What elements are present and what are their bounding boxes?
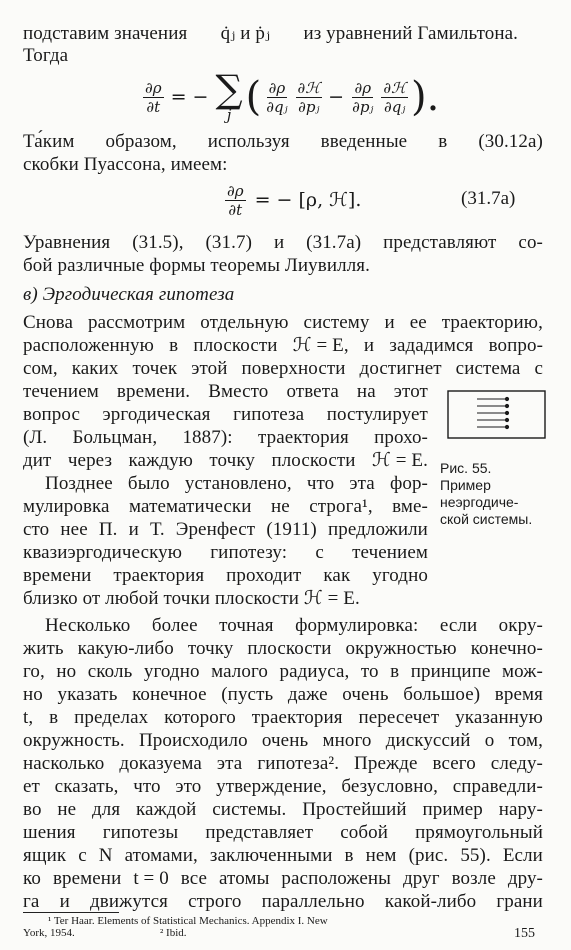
word: П. (98, 519, 118, 540)
word: установлено, (184, 473, 292, 494)
word: (31.7) (205, 232, 253, 253)
word: атомами, (124, 845, 198, 866)
word: Вместо (208, 381, 269, 402)
fraction (381, 79, 408, 116)
word: что (306, 473, 335, 494)
word: Происходило (138, 730, 248, 751)
word: представляют (383, 232, 497, 253)
word: каждую (128, 450, 193, 471)
word: окружность. (23, 730, 125, 751)
word: и (59, 891, 70, 912)
text-line: скобки Пуассона, имеем: (23, 154, 228, 175)
denominator: ∂qⱼ (266, 97, 288, 116)
fraction (296, 79, 323, 116)
figure-caption-line: ской системы. (440, 511, 533, 527)
word: возле (451, 868, 496, 889)
word: заключенными (209, 845, 333, 866)
text-line (45, 472, 428, 496)
text-line (45, 614, 543, 638)
word: если (439, 615, 478, 636)
word: этот (393, 381, 428, 402)
word: ящик (23, 845, 67, 866)
word: атомы (219, 868, 270, 889)
numerator: ∂ℋ (297, 78, 321, 97)
paren-open: ( (245, 74, 262, 120)
text-line (23, 775, 543, 799)
word: га (23, 891, 40, 912)
word: насколько (23, 753, 105, 774)
word: времени. (116, 381, 191, 402)
text-line (23, 752, 543, 776)
text-line (23, 706, 543, 730)
word: Несколько (45, 615, 131, 636)
word: со- (518, 232, 543, 253)
word: (Л. (23, 427, 48, 448)
text-line (23, 231, 543, 255)
word: радиуса, (279, 661, 350, 682)
word: плоскости (247, 638, 332, 659)
word: друг (403, 868, 440, 889)
text-line (23, 660, 543, 684)
word: движутся (90, 891, 168, 912)
word: Прежде (354, 753, 418, 774)
word: этой (191, 358, 228, 379)
text-line: Тогда (23, 45, 69, 66)
word: времени (52, 868, 122, 889)
word: грани (496, 891, 543, 912)
word: каждой (136, 799, 197, 820)
operator: − (328, 86, 345, 108)
word: очень (261, 730, 309, 751)
text-line (23, 334, 543, 358)
word: вопрос (23, 404, 81, 425)
word: траектория (251, 707, 343, 728)
word: для (91, 799, 121, 820)
word: ответа (286, 381, 339, 402)
word: 55). (460, 845, 491, 866)
word: эта (216, 753, 243, 774)
word: Т. (150, 519, 165, 540)
text-line (23, 683, 543, 707)
word: более (151, 615, 198, 636)
word: время (494, 684, 543, 705)
word: следу- (490, 753, 543, 774)
word: течением (352, 542, 428, 563)
word: введенные (320, 131, 408, 152)
word: конечное (132, 684, 207, 705)
word: справедли- (452, 776, 543, 797)
figure-55-box (447, 390, 546, 439)
word: плоскости (271, 450, 356, 471)
word: это (175, 776, 202, 797)
text-line (23, 426, 428, 450)
word: прямоугольный (415, 822, 543, 843)
word: плоскости (193, 335, 278, 356)
denominator: ∂t (146, 97, 161, 116)
word: система (455, 358, 521, 379)
word: ее (409, 312, 427, 333)
denominator: ∂t (228, 200, 243, 219)
word: траектория (113, 565, 205, 586)
word: поверхности (241, 358, 346, 379)
word: траекторию, (441, 312, 543, 333)
word: Эренфест (175, 519, 256, 540)
word: много (322, 730, 372, 751)
word: в (390, 661, 400, 682)
word: и (363, 335, 375, 356)
word: постулирует (326, 404, 428, 425)
word: точек (132, 358, 178, 379)
word: фор- (389, 473, 428, 494)
word: расположены (281, 868, 392, 889)
word: (31.7а) (306, 232, 362, 253)
word: но (23, 684, 43, 705)
word: гипотезу: (210, 542, 288, 563)
word: принципе (410, 661, 491, 682)
word: Снова (23, 312, 73, 333)
word: системы. (212, 799, 287, 820)
word: сом, (23, 358, 58, 379)
word: было (127, 473, 170, 494)
word: указанную (455, 707, 543, 728)
text-line (23, 637, 543, 661)
word: Позднее (45, 473, 113, 494)
word: q̇ⱼ и ṗⱼ (220, 23, 271, 44)
word: том, (508, 730, 543, 751)
text-line (23, 311, 543, 335)
word: даже (287, 684, 328, 705)
text-line (23, 449, 428, 473)
word: утверждение, (216, 776, 327, 797)
text-line: близко от любой точки плоскости ℋ = E. (23, 588, 360, 609)
text-line (23, 890, 543, 914)
word: t = 0 (133, 868, 169, 889)
word: ℋ = E. (371, 450, 428, 471)
word: дру- (507, 868, 543, 889)
word: ко (23, 868, 41, 889)
word: (31.5), (132, 232, 184, 253)
fraction (264, 79, 289, 116)
text-line (23, 357, 543, 381)
text-line (23, 798, 543, 822)
word: систему (303, 312, 370, 333)
word: математически (129, 496, 252, 517)
word: какую-либо (77, 638, 174, 659)
word: ет (23, 776, 40, 797)
word: все (180, 868, 208, 889)
word: зададимся (389, 335, 474, 356)
text-line (23, 22, 518, 46)
word: параллельно (261, 891, 365, 912)
word: то (360, 661, 379, 682)
word: отдельную (200, 312, 289, 333)
sum-index: j (226, 106, 232, 124)
fraction (225, 182, 246, 219)
word: образом, (105, 131, 177, 152)
denominator: ∂pⱼ (352, 97, 374, 116)
text-line (23, 564, 428, 588)
word: в (438, 131, 448, 152)
word: окру- (498, 615, 543, 636)
paren-close: ). (410, 74, 440, 120)
figure-caption-line: Рис. 55. (440, 460, 492, 476)
word: N (98, 845, 113, 866)
word: шения (23, 822, 76, 843)
equation-poisson (222, 178, 361, 222)
word: и (273, 232, 285, 253)
word: с (78, 845, 87, 866)
word: Та́ким (23, 131, 75, 152)
word: гипотеза (233, 404, 305, 425)
figure-caption-line: неэргодиче- (440, 494, 519, 510)
word: с (315, 542, 324, 563)
word: Простейший (302, 799, 407, 820)
text-line (23, 867, 543, 891)
text-line (23, 821, 543, 845)
word: которого (164, 707, 236, 728)
word: 1887): (182, 427, 233, 448)
word: собой (340, 822, 389, 843)
text-line (23, 541, 428, 565)
fraction (143, 79, 164, 116)
text-line (23, 518, 428, 542)
numerator: ∂ℋ (383, 78, 406, 97)
word: предложили (327, 519, 428, 540)
word: используя (207, 131, 290, 152)
word: гипотезы (102, 822, 179, 843)
word: доказуема (119, 753, 202, 774)
word: траектория (257, 427, 349, 448)
text-line (23, 495, 428, 519)
word: мулировка (23, 496, 110, 517)
word: точку (209, 450, 255, 471)
footnote-rule (23, 912, 119, 913)
word: сколь (87, 661, 133, 682)
word: подставим значения (23, 23, 188, 44)
word: нем (365, 845, 397, 866)
text-line: бой различные формы теоремы Лиувилля. (23, 255, 370, 276)
word: представляет (205, 822, 314, 843)
formula-rhs: = − [ρ, ℋ]. (254, 189, 362, 211)
text-line (23, 729, 543, 753)
word: проходит (226, 565, 302, 586)
word: Больцман, (72, 427, 158, 448)
text-line (23, 844, 543, 868)
numerator: ∂ρ (227, 181, 244, 200)
text-line (23, 130, 543, 154)
word: строго (188, 891, 242, 912)
denominator: ∂pⱼ (298, 97, 320, 116)
word: как (323, 565, 351, 586)
word: прохо- (374, 427, 428, 448)
word: конечно- (470, 638, 543, 659)
word: угодно (372, 565, 428, 586)
word: (1911) (266, 519, 317, 540)
word: в (344, 845, 354, 866)
summation (215, 67, 243, 124)
word: пересечет (358, 707, 440, 728)
word: во (23, 799, 42, 820)
word: вме- (392, 496, 428, 517)
word: через (67, 450, 113, 471)
word: рассмотрим (87, 312, 186, 333)
word: из уравнений Гамильтона. (303, 23, 518, 44)
word: сто (23, 519, 50, 540)
figure-caption-line: Пример (440, 477, 491, 493)
page-number: 155 (514, 926, 535, 941)
word: всего (432, 753, 476, 774)
footnote-1: ¹ Ter Haar. Elements of Statistical Mechanics. Appendix I. New (48, 915, 328, 927)
word: нару- (498, 799, 543, 820)
word: вопро- (488, 335, 543, 356)
word: с (534, 358, 543, 379)
word: (30.12а) (478, 131, 543, 152)
word: расположенную (23, 335, 154, 356)
numerator: ∂ρ (268, 78, 286, 97)
word: ℋ = E, (292, 335, 349, 356)
word: на (356, 381, 376, 402)
section-heading: в) Эргодическая гипотеза (23, 284, 235, 305)
word: дит (23, 450, 52, 471)
word: нее (60, 519, 88, 540)
word: Уравнения (23, 232, 111, 253)
word: пример (422, 799, 483, 820)
word: сказать, (54, 776, 119, 797)
word: точная (219, 615, 274, 636)
word: не (57, 799, 77, 820)
word: угодно (143, 661, 200, 682)
word: каких (71, 358, 119, 379)
word: формулировка: (295, 615, 419, 636)
word: дискуссий (385, 730, 471, 751)
word: в (169, 335, 179, 356)
word: не (270, 496, 290, 517)
word: но (56, 661, 77, 682)
word: мож- (502, 661, 543, 682)
text-line (23, 403, 428, 427)
word: го, (23, 661, 45, 682)
fraction (350, 79, 375, 116)
footnote-1-cont: York, 1954. (23, 927, 75, 939)
word: и (128, 519, 139, 540)
word: достигнет (359, 358, 442, 379)
denominator: ∂qⱼ (384, 97, 406, 116)
numerator: ∂ρ (354, 78, 372, 97)
word: точку (187, 638, 234, 659)
word: очень (342, 684, 389, 705)
word: эргодическая (102, 404, 211, 425)
word: эта (349, 473, 375, 494)
word: указать (57, 684, 118, 705)
word: о (484, 730, 495, 751)
word: (рис. (408, 845, 449, 866)
operator: = − (170, 86, 209, 108)
numerator: ∂ρ (145, 78, 162, 97)
word: окружностью (345, 638, 457, 659)
word: гипотеза². (257, 753, 340, 774)
word: пределах (74, 707, 149, 728)
sum-symbol: ∑ (215, 67, 243, 111)
word: (пусть (221, 684, 274, 705)
word: малого (211, 661, 268, 682)
word: какой-либо (384, 891, 477, 912)
word: жить (23, 638, 64, 659)
word: строга¹, (309, 496, 373, 517)
footnote-2: ² Ibid. (160, 927, 187, 939)
word: в (49, 707, 59, 728)
word: течением (23, 381, 99, 402)
word: большое) (403, 684, 481, 705)
word: времени (23, 565, 92, 586)
word: безусловно, (341, 776, 438, 797)
word: и (384, 312, 395, 333)
equation-hamilton (140, 62, 439, 132)
word: Если (502, 845, 543, 866)
equation-number: (31.7а) (461, 188, 516, 209)
text-line (23, 380, 428, 404)
word: что (133, 776, 161, 797)
word: t, (23, 707, 34, 728)
word: квазиэргодическую (23, 542, 183, 563)
